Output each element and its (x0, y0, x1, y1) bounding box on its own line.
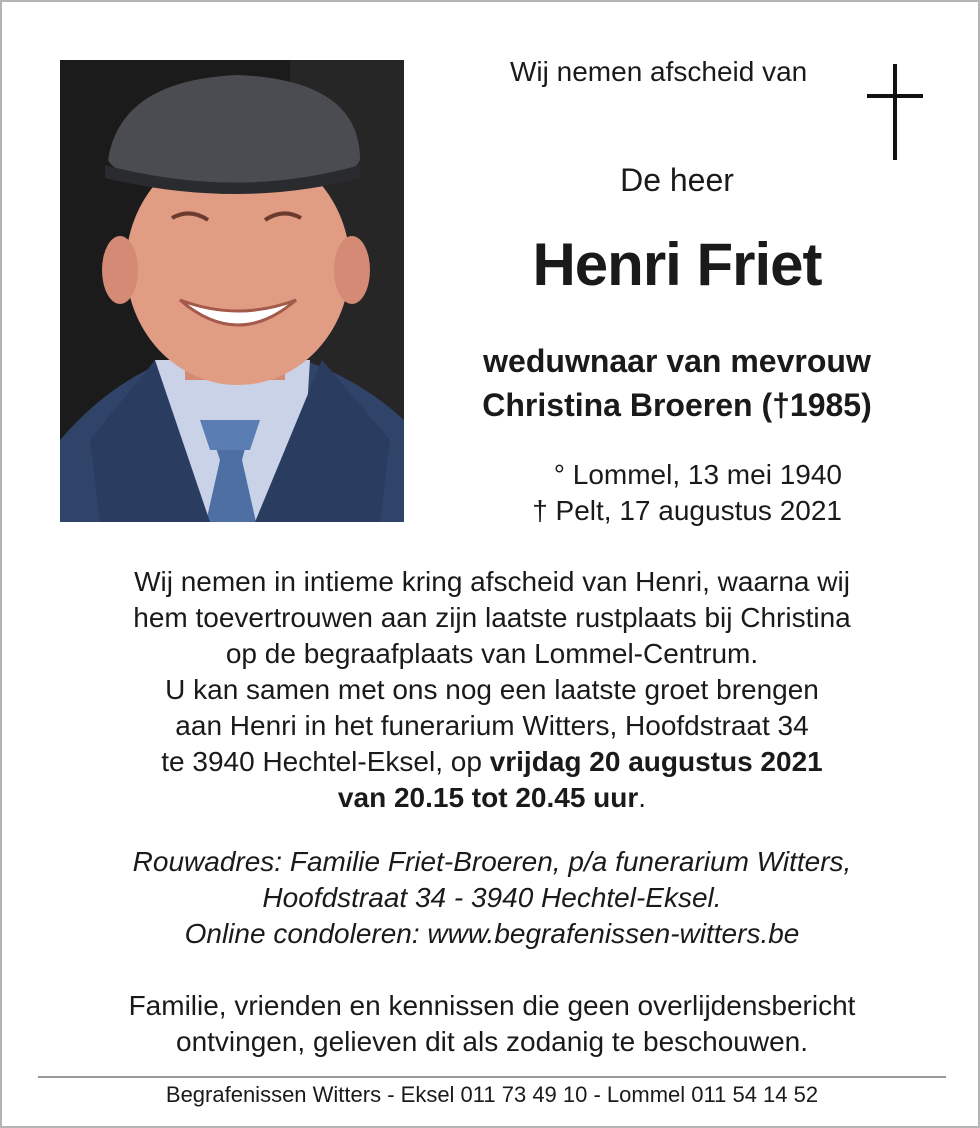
ceremony-line: U kan samen met ons nog een laatste groet brengen (165, 674, 819, 705)
notice-line: Familie, vrienden en kennissen die geen overlijdensbericht (128, 990, 856, 1021)
mourning-address (42, 844, 942, 952)
ceremony-date: vrijdag 20 augustus 2021 (489, 746, 823, 777)
address-line: Hoofdstraat 34 - 3940 Hechtel-Eksel. (262, 882, 722, 913)
address-line: Rouwadres: Familie Friet-Broeren, p/a funerarium Witters, (132, 846, 852, 877)
spouse-info (432, 339, 922, 427)
ceremony-suffix: . (638, 782, 647, 813)
deceased-name: Henri Friet (532, 231, 822, 298)
spouse-line-2: Christina Broeren (†1985) (482, 387, 872, 423)
ceremony-line: aan Henri in het funerarium Witters, Hoofdstraat 34 (175, 710, 809, 741)
honorific-title: De heer (620, 162, 734, 198)
birth-date: ° Lommel, 13 mei 1940 (553, 459, 842, 490)
portrait-illustration (60, 60, 404, 522)
ceremony-prefix: te 3940 Hechtel-Eksel, op (161, 746, 490, 777)
portrait-photo (60, 60, 404, 522)
ceremony-line (42, 780, 942, 816)
ceremony-line: hem toevertrouwen aan zijn laatste rustplaats bij Christina (133, 602, 851, 633)
life-dates (432, 457, 842, 529)
ceremony-line: Wij nemen in intieme kring afscheid van Henri, waarna wij (134, 566, 850, 597)
spouse-line-1: weduwnaar van mevrouw (483, 343, 871, 379)
ceremony-line: op de begraafplaats van Lommel-Centrum. (225, 638, 759, 669)
notice-line: ontvingen, gelieven dit als zodanig te beschouwen. (176, 1026, 808, 1057)
ceremony-text (42, 564, 942, 816)
notice-text (42, 988, 942, 1060)
footer-contact: Begrafenissen Witters - Eksel 011 73 49 10 - Lommel 011 54 14 52 (165, 1082, 819, 1107)
death-date: † Pelt, 17 augustus 2021 (532, 495, 842, 526)
ceremony-time: van 20.15 tot 20.45 uur (337, 782, 639, 813)
ceremony-line (42, 744, 942, 780)
condolence-link[interactable]: Online condoleren: www.begrafenissen-witters.be (184, 918, 800, 949)
footer-divider (38, 1076, 946, 1078)
intro-text: Wij nemen afscheid van (510, 56, 808, 87)
